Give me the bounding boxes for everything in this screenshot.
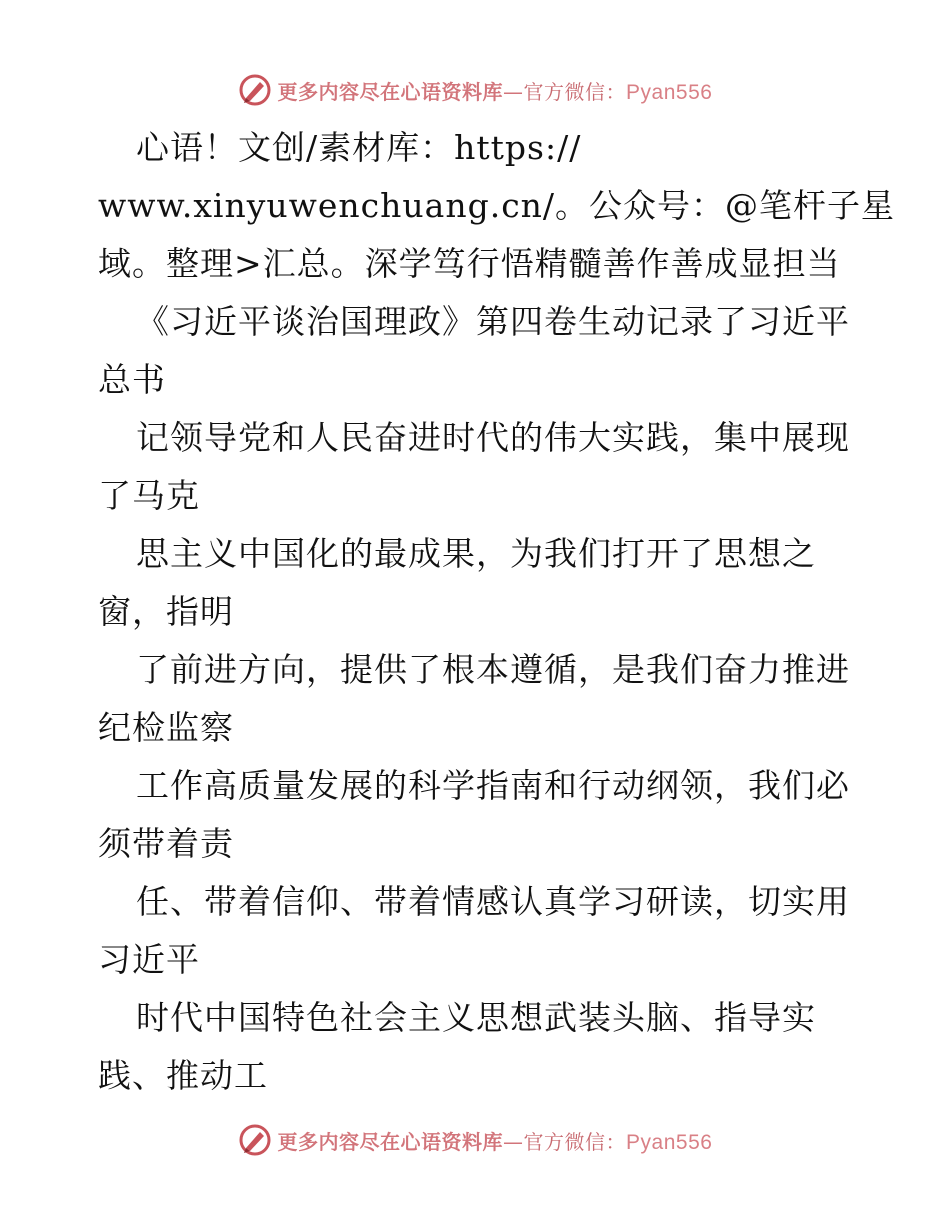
banner-wechat-label: 官方微信：	[523, 1129, 627, 1154]
banner-main-text: 更多内容尽在心语资料库	[277, 1129, 504, 1154]
header-banner	[0, 70, 950, 110]
text-line: 总书	[98, 360, 166, 399]
banner-separator: —	[503, 79, 524, 104]
pen-circle-icon	[238, 73, 272, 107]
text-line: 域。整理>汇总。深学笃行悟精髓善作善成显担当	[98, 244, 841, 283]
text-line: 时代中国特色社会主义思想武装头脑、指导实	[136, 998, 816, 1037]
banner-wechat-label: 官方微信：	[523, 79, 627, 104]
text-line: 心语！文创/素材库：https://	[136, 128, 582, 167]
text-line: 了前进方向，提供了根本遵循，是我们奋力推进	[136, 650, 850, 689]
text-line: 纪检监察	[98, 708, 234, 747]
text-line: 工作高质量发展的科学指南和行动纲领，我们必	[136, 766, 850, 805]
banner-wechat-handle: Pyan556	[626, 1130, 713, 1154]
text-line: 窗，指明	[98, 592, 234, 631]
text-line: 思主义中国化的最成果，为我们打开了思想之	[136, 534, 816, 573]
text-line: www.xinyuwenchuang.cn/。公众号：@笔杆子星	[98, 186, 896, 225]
text-line: 须带着责	[98, 824, 234, 863]
banner-text	[278, 1126, 713, 1155]
text-line: 践、推动工	[98, 1056, 268, 1095]
text-line: 了马克	[98, 476, 200, 515]
banner-text	[278, 76, 713, 105]
pen-circle-icon	[238, 1123, 272, 1157]
text-line: 《习近平谈治国理政》第四卷生动记录了习近平	[136, 302, 850, 341]
document-body	[98, 119, 896, 1105]
text-line: 记领导党和人民奋进时代的伟大实践，集中展现	[136, 418, 850, 457]
banner-wechat-handle: Pyan556	[626, 80, 713, 104]
banner-main-text: 更多内容尽在心语资料库	[277, 79, 504, 104]
banner-separator: —	[503, 1129, 524, 1154]
text-line: 习近平	[98, 940, 200, 979]
text-line: 任、带着信仰、带着情感认真学习研读，切实用	[136, 882, 850, 921]
footer-banner	[0, 1120, 950, 1160]
